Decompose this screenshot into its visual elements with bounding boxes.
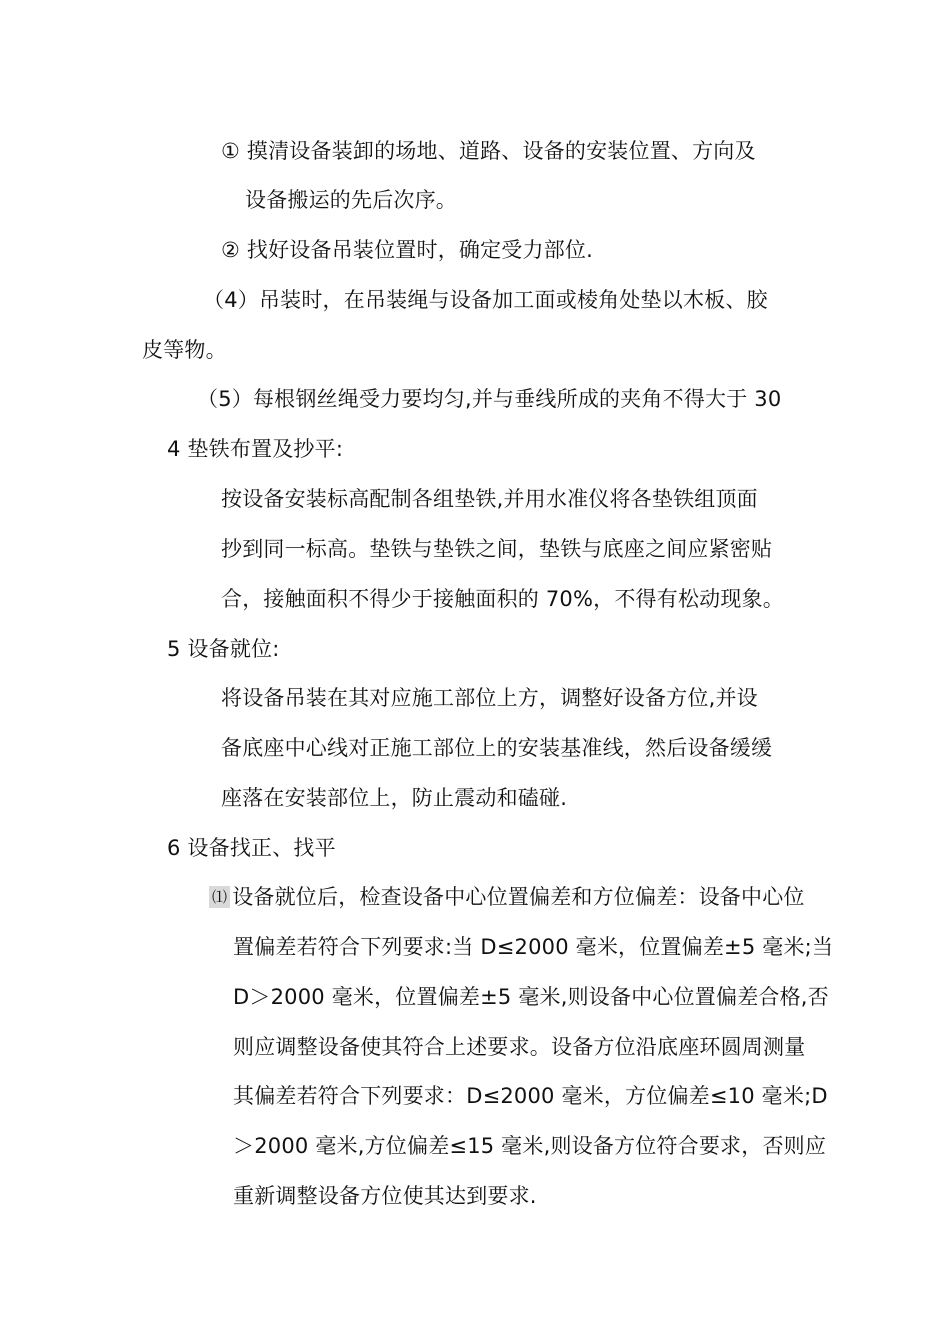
- section-4-para-line-3: 合，接触面积不得少于接触面积的 70%，不得有松动现象。: [221, 587, 784, 611]
- item-4-line-2: 皮等物。: [142, 338, 227, 362]
- section-5-para-line-2: 备底座中心线对正施工部位上的安装基准线，然后设备缓缓: [221, 736, 773, 760]
- section-4-para-line-1: 按设备安装标高配制各组垫铁,并用水准仪将各垫铁组顶面: [221, 487, 758, 511]
- section-5-para-line-1: 将设备吊装在其对应施工部位上方，调整好设备方位,并设: [221, 686, 758, 710]
- section-6-item-1-line-3: D＞2000 毫米，位置偏差±5 毫米,则设备中心位置偏差合格,否: [233, 985, 829, 1009]
- step-1-line-2: 设备搬运的先后次序。: [245, 188, 457, 212]
- step-2-line: ② 找好设备吊装位置时，确定受力部位.: [221, 238, 593, 262]
- item-5-line: （5）每根钢丝绳受力要均匀,并与垂线所成的夹角不得大于 30: [197, 387, 782, 411]
- section-6-item-1-line-5: 其偏差若符合下列要求：D≤2000 毫米，方位偏差≤10 毫米;D: [233, 1084, 828, 1108]
- section-6-heading: 6 设备找正、找平: [167, 836, 336, 860]
- section-6-item-1-line-6: ＞2000 毫米,方位偏差≤15 毫米,则设备方位符合要求，否则应: [233, 1134, 827, 1158]
- step-1-line-1: ① 摸清设备装卸的场地、道路、设备的安装位置、方向及: [221, 139, 756, 163]
- section-6-item-1-line-4: 则应调整设备使其符合上述要求。设备方位沿底座环圆周测量: [233, 1035, 806, 1059]
- item-4-line-1: （4）吊装时，在吊装绳与设备加工面或棱角处垫以木板、胶: [203, 288, 768, 312]
- section-6-item-1-line-2: 置偏差若符合下列要求:当 D≤2000 毫米，位置偏差±5 毫米;当: [233, 935, 834, 959]
- section-6-item-1-text: 设备就位后，检查设备中心位置偏差和方位偏差：设备中心位: [232, 885, 805, 909]
- section-6-item-1-line-7: 重新调整设备方位使其达到要求.: [233, 1184, 537, 1208]
- section-5-para-line-3: 座落在安装部位上，防止震动和磕碰.: [221, 786, 568, 810]
- section-5-heading: 5 设备就位:: [167, 637, 280, 661]
- section-4-heading: 4 垫铁布置及抄平:: [167, 437, 344, 461]
- item-number-badge: ⑴: [209, 886, 230, 908]
- section-6-item-1-line-1: [209, 882, 805, 912]
- section-4-para-line-2: 抄到同一标高。垫铁与垫铁之间，垫铁与底座之间应紧密贴: [221, 537, 773, 561]
